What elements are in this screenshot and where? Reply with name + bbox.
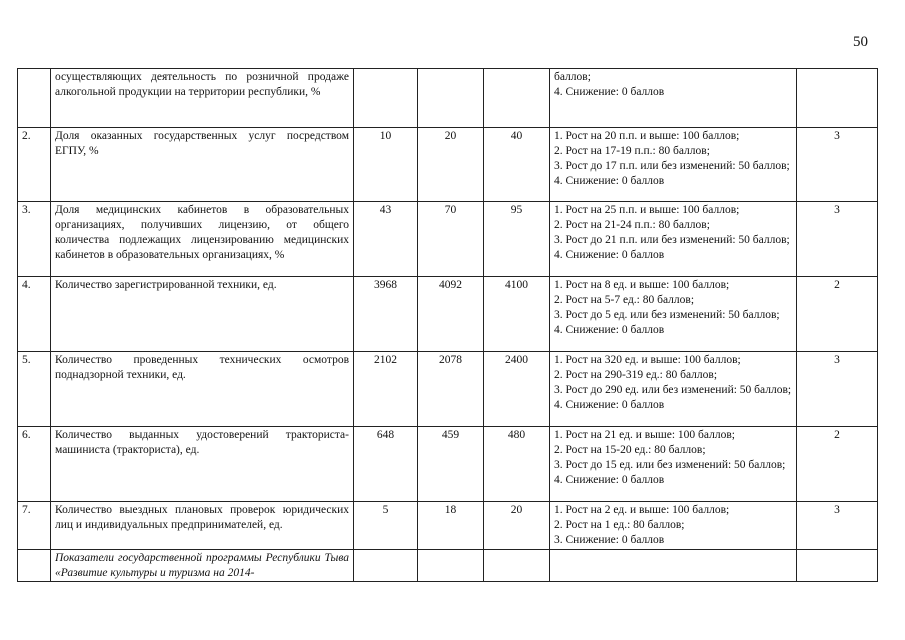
criteria-line: 2. Рост на 15-20 ед.: 80 баллов; (554, 444, 706, 456)
value-1: 648 (354, 427, 418, 502)
criteria-line: 4. Снижение: 0 баллов (554, 324, 665, 336)
criteria-cell (550, 128, 797, 202)
value-1: 2102 (354, 352, 418, 427)
criteria-line: 3. Рост до 15 ед. или без изменений: 50 баллов; (554, 459, 786, 471)
criteria-cell (550, 427, 797, 502)
criteria-line: 4. Снижение: 0 баллов (554, 399, 665, 411)
row-number: 3. (18, 202, 51, 277)
value-2: 18 (418, 502, 484, 550)
value-3: 20 (484, 502, 550, 550)
value-1: 3968 (354, 277, 418, 352)
criteria-line: 2. Рост на 290-319 ед.: 80 баллов; (554, 369, 718, 381)
row-number (18, 550, 51, 582)
page-number: 50 (853, 34, 868, 50)
criteria-line: 4. Снижение: 0 баллов (554, 175, 665, 187)
table-row (18, 550, 878, 582)
criteria-line: 3. Рост до 5 ед. или без изменений: 50 баллов; (554, 309, 780, 321)
value-2: 4092 (418, 277, 484, 352)
value-3: 4100 (484, 277, 550, 352)
indicators-table (17, 68, 878, 582)
indicator-name: Доля медицинских кабинетов в образовательных организациях, получивших лицензию, от общего количества подлежащих лицензированию медицинских кабинетов в образовательных организациях, % (51, 202, 354, 277)
value-2: 2078 (418, 352, 484, 427)
criteria-line: 2. Рост на 17-19 п.п.: 80 баллов; (554, 145, 710, 157)
value-3: 40 (484, 128, 550, 202)
weight: 2 (797, 427, 878, 502)
criteria-line: 1. Рост на 20 п.п. и выше: 100 баллов; (554, 130, 740, 142)
value-1 (354, 69, 418, 128)
row-number: 2. (18, 128, 51, 202)
criteria-line: 2. Рост на 5-7 ед.: 80 баллов; (554, 294, 695, 306)
criteria-cell (550, 352, 797, 427)
value-2 (418, 550, 484, 582)
value-3 (484, 69, 550, 128)
value-1: 10 (354, 128, 418, 202)
criteria-line: 2. Рост на 21-24 п.п.: 80 баллов; (554, 219, 710, 231)
criteria-line: 1. Рост на 320 ед. и выше: 100 баллов; (554, 354, 741, 366)
indicator-name: Количество проведенных технических осмотров поднадзорной техники, ед. (51, 352, 354, 427)
criteria-line: 1. Рост на 2 ед. и выше: 100 баллов; (554, 504, 730, 516)
table-row (18, 69, 878, 128)
row-number: 6. (18, 427, 51, 502)
value-1: 43 (354, 202, 418, 277)
value-2: 20 (418, 128, 484, 202)
weight: 3 (797, 202, 878, 277)
value-3 (484, 550, 550, 582)
criteria-line: 3. Рост до 290 ед. или без изменений: 50 баллов; (554, 384, 792, 396)
value-3: 95 (484, 202, 550, 277)
indicator-name: Количество выездных плановых проверок юридических лиц и индивидуальных предпринимателей, ед. (51, 502, 354, 550)
criteria-cell (550, 202, 797, 277)
criteria-line: 1. Рост на 25 п.п. и выше: 100 баллов; (554, 204, 740, 216)
table-row (18, 427, 878, 502)
indicator-name: Количество зарегистрированной техники, ед. (51, 277, 354, 352)
table-row (18, 128, 878, 202)
weight: 3 (797, 502, 878, 550)
value-2: 459 (418, 427, 484, 502)
criteria-line: 1. Рост на 8 ед. и выше: 100 баллов; (554, 279, 730, 291)
weight (797, 550, 878, 582)
value-1: 5 (354, 502, 418, 550)
weight (797, 69, 878, 128)
weight: 3 (797, 352, 878, 427)
row-number: 7. (18, 502, 51, 550)
value-3: 2400 (484, 352, 550, 427)
indicator-name: Количество выданных удостоверений тракториста-машиниста (тракториста), ед. (51, 427, 354, 502)
row-number: 5. (18, 352, 51, 427)
criteria-line: 3. Рост до 17 п.п. или без изменений: 50 баллов; (554, 160, 790, 172)
weight: 3 (797, 128, 878, 202)
criteria-cell (550, 277, 797, 352)
value-3: 480 (484, 427, 550, 502)
weight: 2 (797, 277, 878, 352)
criteria-line: 4. Снижение: 0 баллов (554, 86, 665, 98)
criteria-line: 4. Снижение: 0 баллов (554, 474, 665, 486)
criteria-line: 3. Снижение: 0 баллов (554, 534, 665, 546)
criteria-cell (550, 502, 797, 550)
table-row (18, 202, 878, 277)
table-row (18, 352, 878, 427)
value-1 (354, 550, 418, 582)
criteria-line: 4. Снижение: 0 баллов (554, 249, 665, 261)
value-2 (418, 69, 484, 128)
criteria-line: 1. Рост на 21 ед. и выше: 100 баллов; (554, 429, 735, 441)
row-number (18, 69, 51, 128)
table-row (18, 277, 878, 352)
criteria-line: баллов; (554, 71, 591, 83)
section-heading: Показатели государственной программы Республики Тыва «Развитие культуры и туризма на 2014- (51, 550, 354, 582)
criteria-line: 3. Рост до 21 п.п. или без изменений: 50 баллов; (554, 234, 790, 246)
indicator-name: осуществляющих деятельность по розничной продаже алкогольной продукции на территории республики, % (51, 69, 354, 128)
indicator-name: Доля оказанных государственных услуг посредством ЕГПУ, % (51, 128, 354, 202)
table-row (18, 502, 878, 550)
criteria-cell (550, 550, 797, 582)
row-number: 4. (18, 277, 51, 352)
criteria-line: 2. Рост на 1 ед.: 80 баллов; (554, 519, 685, 531)
criteria-cell (550, 69, 797, 128)
value-2: 70 (418, 202, 484, 277)
